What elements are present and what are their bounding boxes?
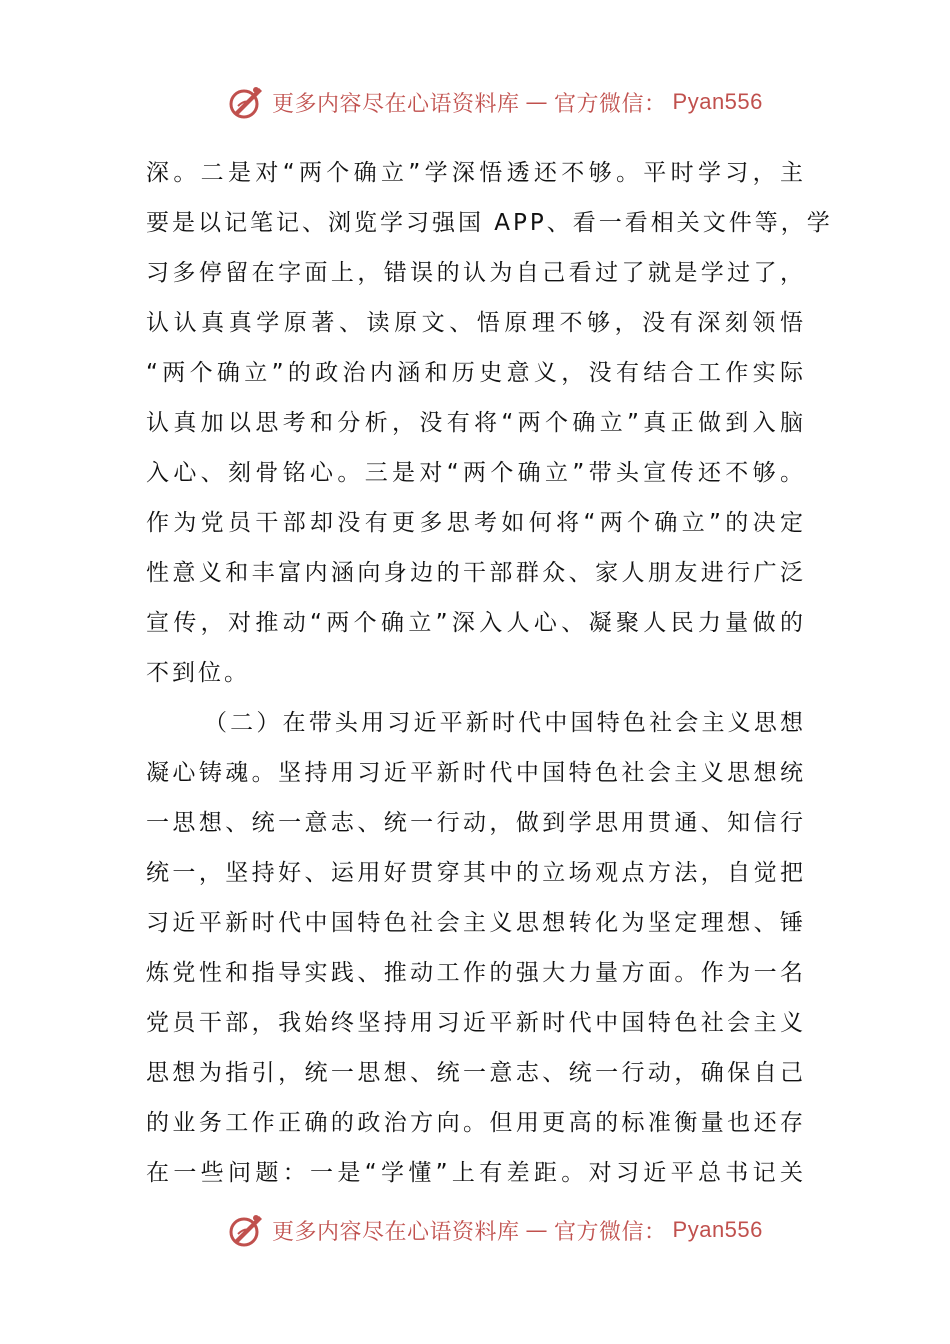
header-watermark-banner bbox=[226, 82, 763, 122]
body-line: 宣传，对推动“两个确立”深入人心、凝聚人民力量做的 bbox=[146, 610, 806, 636]
footer-banner-text: 更多内容尽在心语资料库 bbox=[272, 1219, 520, 1245]
footer-banner-contact-id: Pyan556 bbox=[672, 1217, 763, 1242]
footer-banner-separator: — bbox=[525, 1217, 549, 1243]
body-line: 作为党员干部却没有更多思考如何将“两个确立”的决定 bbox=[146, 510, 806, 536]
footer-watermark-banner bbox=[226, 1210, 763, 1250]
body-line: 思想为指引，统一思想、统一意志、统一行动，确保自己 bbox=[146, 1060, 806, 1086]
body-line: 炼党性和指导实践、推动工作的强大力量方面。作为一名 bbox=[146, 960, 806, 986]
body-line: 一思想、统一意志、统一行动，做到学思用贯通、知信行 bbox=[146, 810, 806, 836]
header-banner-separator: — bbox=[525, 89, 549, 115]
section-heading-line: （二）在带头用习近平新时代中国特色社会主义思想 bbox=[204, 710, 806, 736]
body-line: 的业务工作正确的政治方向。但用更高的标准衡量也还存 bbox=[146, 1110, 806, 1136]
body-line: 要是以记笔记、浏览学习强国 APP、看一看相关文件等，学 bbox=[146, 210, 833, 236]
quill-seal-logo-icon bbox=[226, 1210, 266, 1250]
header-banner-contact-label: 官方微信： bbox=[554, 91, 667, 117]
footer-banner-contact-label: 官方微信： bbox=[554, 1219, 667, 1245]
body-line: 认真加以思考和分析，没有将“两个确立”真正做到入脑 bbox=[146, 410, 806, 436]
body-line: 性意义和丰富内涵向身边的干部群众、家人朋友进行广泛 bbox=[146, 560, 806, 586]
body-line: 入心、刻骨铭心。三是对“两个确立”带头宣传还不够。 bbox=[146, 460, 806, 486]
header-banner-text: 更多内容尽在心语资料库 bbox=[272, 91, 520, 117]
quill-seal-logo-icon bbox=[226, 82, 266, 122]
body-line: 认认真真学原著、读原文、悟原理不够，没有深刻领悟 bbox=[146, 310, 806, 336]
header-banner-contact-id: Pyan556 bbox=[672, 89, 763, 114]
body-line: 习近平新时代中国特色社会主义思想转化为坚定理想、锤 bbox=[146, 910, 806, 936]
document-body bbox=[146, 148, 833, 1198]
body-line: 不到位。 bbox=[146, 660, 250, 686]
body-line: 深。二是对“两个确立”学深悟透还不够。平时学习，主 bbox=[146, 160, 806, 186]
body-line: 在一些问题：一是“学懂”上有差距。对习近平总书记关 bbox=[146, 1160, 806, 1186]
body-line: 统一，坚持好、运用好贯穿其中的立场观点方法，自觉把 bbox=[146, 860, 806, 886]
body-line: 党员干部，我始终坚持用习近平新时代中国特色社会主义 bbox=[146, 1010, 806, 1036]
body-line: “两个确立”的政治内涵和历史意义，没有结合工作实际 bbox=[146, 360, 806, 386]
body-line: 凝心铸魂。坚持用习近平新时代中国特色社会主义思想统 bbox=[146, 760, 806, 786]
body-line: 习多停留在字面上，错误的认为自己看过了就是学过了， bbox=[146, 260, 806, 286]
